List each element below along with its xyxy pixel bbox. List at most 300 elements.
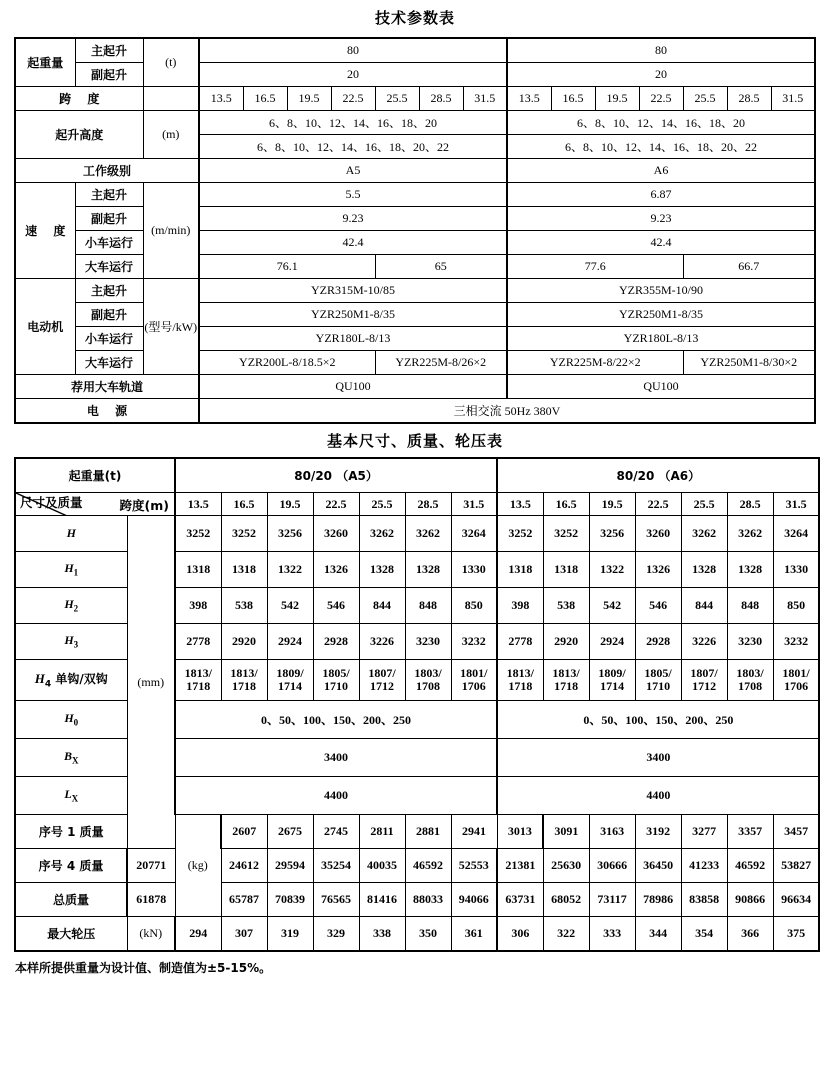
header-group-a5: 80/20 （A5）: [175, 458, 497, 493]
h4-top: 1813/: [230, 666, 258, 681]
row-label-motor-trolley: 小车运行: [75, 327, 143, 351]
value-motor-main-a5: YZR315M-10/85: [199, 279, 507, 303]
unit-ton: (t): [143, 38, 199, 87]
cell-H2: 542: [589, 588, 635, 624]
value-speed-crane-a5-1: 76.1: [199, 255, 375, 279]
value-speed-main-a5: 5.5: [199, 183, 507, 207]
cell-total-mass: 96634: [773, 883, 819, 917]
cell-mass-1: 3192: [635, 815, 681, 849]
cell-H2: 538: [221, 588, 267, 624]
cell-H: 3256: [267, 516, 313, 552]
cell-mass-1: 3357: [727, 815, 773, 849]
cell-H2: 542: [267, 588, 313, 624]
cell-H1: 1326: [313, 552, 359, 588]
value-Lx-a5: 4400: [175, 777, 497, 815]
symbol-H: H: [64, 561, 74, 576]
cell-mass-1: 3457: [773, 815, 819, 849]
cell-mass-4: 36450: [635, 849, 681, 883]
span-col-header: 25.5: [359, 493, 405, 516]
cell-H: 3252: [175, 516, 221, 552]
span-col-header: 13.5: [175, 493, 221, 516]
cell-H2: 844: [681, 588, 727, 624]
span-value: 13.5: [507, 87, 551, 111]
cell-H: 3264: [451, 516, 497, 552]
row-label-Lx: [15, 777, 127, 815]
table-row-capacity-main: [15, 38, 815, 63]
row-label-speed-main: 主起升: [75, 183, 143, 207]
h4-top: 1813/: [552, 666, 580, 681]
cell-wheel-load: 333: [589, 917, 635, 952]
value-rail-a6: QU100: [507, 375, 815, 399]
cell-H4: [313, 660, 359, 701]
cell-wheel-load: 294: [175, 917, 221, 952]
cell-mass-1: 2941: [451, 815, 497, 849]
symbol-H: H: [64, 597, 74, 612]
span-value: 13.5: [199, 87, 243, 111]
span-col-header: 28.5: [405, 493, 451, 516]
cell-H: 3262: [681, 516, 727, 552]
cell-H4: [773, 660, 819, 701]
value-rail-a5: QU100: [199, 375, 507, 399]
cell-wheel-load: 319: [267, 917, 313, 952]
row-label-power: 电 源: [15, 399, 199, 424]
cell-H4: [497, 660, 543, 701]
cell-mass-4: 41233: [681, 849, 727, 883]
table-row-power: [15, 399, 815, 424]
unit-kn: (kN): [127, 917, 175, 952]
table-row-speed-crane: [15, 255, 815, 279]
cell-total-mass: 73117: [589, 883, 635, 917]
span-value: 25.5: [375, 87, 419, 111]
value-capacity-main-a6: 80: [507, 38, 815, 63]
technical-parameters-title: 技术参数表: [374, 9, 455, 27]
table-row-speed-main: [15, 183, 815, 207]
row-label-H4: [15, 660, 127, 701]
cell-H1: 1328: [359, 552, 405, 588]
cell-mass-4: 46592: [405, 849, 451, 883]
h4-top: 1803/: [736, 666, 764, 681]
cell-H: 3262: [727, 516, 773, 552]
cell-H2: 844: [359, 588, 405, 624]
cell-H3: 2920: [543, 624, 589, 660]
cell-mass-1: 2675: [267, 815, 313, 849]
cell-H4: [589, 660, 635, 701]
table2-row-capacity-header: [15, 458, 819, 493]
value-H0-a6: 0、50、100、150、200、250: [497, 701, 819, 739]
cell-H2: 850: [773, 588, 819, 624]
h4-top: 1809/: [276, 666, 304, 681]
value-capacity-aux-a6: 20: [507, 63, 815, 87]
cell-H1: 1318: [221, 552, 267, 588]
value-work-class-a5: A5: [199, 159, 507, 183]
row-label-speed-trolley: 小车运行: [75, 231, 143, 255]
row-label-speed-aux: 副起升: [75, 207, 143, 231]
span-value: 16.5: [551, 87, 595, 111]
cell-mass-1: 3277: [681, 815, 727, 849]
row-label-mass-1: 序号 1 质量: [15, 815, 127, 849]
row-label-motor: 电动机: [15, 279, 75, 375]
header-dims-mass-label: 尺寸及质量: [20, 495, 83, 510]
value-motor-crane-a5-2: YZR225M-8/26×2: [375, 351, 507, 375]
h4-bottom: 1710: [324, 679, 348, 693]
cell-mass-4: 21381: [497, 849, 543, 883]
cell-mass-4: 20771: [127, 849, 175, 883]
cell-H1: 1328: [681, 552, 727, 588]
table-row-motor-aux: [15, 303, 815, 327]
symbol-subscript: 0: [73, 717, 79, 728]
symbol-B: B: [63, 749, 72, 764]
value-work-class-a6: A6: [507, 159, 815, 183]
table-row-capacity-aux: [15, 63, 815, 87]
cell-H3: 3232: [451, 624, 497, 660]
span-value: 19.5: [287, 87, 331, 111]
row-label-main-lift: 主起升: [75, 38, 143, 63]
value-speed-crane-a6-1: 77.6: [507, 255, 683, 279]
row-label-capacity: 起重量: [15, 38, 75, 87]
table-row-motor-trolley: [15, 327, 815, 351]
value-speed-aux-a5: 9.23: [199, 207, 507, 231]
table2-row-span-header: [15, 493, 819, 516]
symbol-subscript: 1: [73, 567, 79, 578]
h4-bottom: 1714: [600, 679, 625, 693]
unit-meter: (m): [143, 111, 199, 159]
row-label-speed-crane: 大车运行: [75, 255, 143, 279]
table-row-rail: [15, 375, 815, 399]
h4-top: 1813/: [506, 666, 534, 681]
row-label-max-wheel-load: 最大轮压: [15, 917, 127, 952]
value-motor-main-a6: YZR355M-10/90: [507, 279, 815, 303]
h4-top: 1809/: [598, 666, 626, 681]
cell-H1: 1322: [589, 552, 635, 588]
table-row-max-wheel-load: [15, 917, 819, 952]
cell-mass-4: 52553: [451, 849, 497, 883]
cell-total-mass: 90866: [727, 883, 773, 917]
cell-H3: 3226: [359, 624, 405, 660]
cell-total-mass: 70839: [267, 883, 313, 917]
cell-H1: 1318: [543, 552, 589, 588]
cell-wheel-load: 375: [773, 917, 819, 952]
cell-total-mass: 81416: [359, 883, 405, 917]
cell-H4: [359, 660, 405, 701]
span-col-header: 16.5: [221, 493, 267, 516]
symbol-H: H: [64, 711, 74, 726]
h4-bottom: 1718: [232, 679, 256, 693]
table-row-mass-4: [15, 849, 819, 883]
cell-H4: [175, 660, 221, 701]
table-row-H: [15, 516, 819, 552]
h4-bottom: 1712: [370, 679, 394, 693]
cell-wheel-load: 338: [359, 917, 405, 952]
symbol-L: L: [64, 787, 72, 802]
cell-H2: 850: [451, 588, 497, 624]
hook-type-label: 单钩/双钩: [55, 672, 108, 687]
table-row-speed-trolley: [15, 231, 815, 255]
row-label-span: 跨 度: [15, 87, 143, 111]
cell-H4: [267, 660, 313, 701]
span-value: 28.5: [419, 87, 463, 111]
table-row-work-class: [15, 159, 815, 183]
cell-H: 3262: [405, 516, 451, 552]
span-col-header: 19.5: [589, 493, 635, 516]
value-speed-crane-a5-2: 65: [375, 255, 507, 279]
value-speed-trolley-a5: 42.4: [199, 231, 507, 255]
row-label-work-class: 工作级别: [15, 159, 199, 183]
cell-H4: [635, 660, 681, 701]
cell-H3: 2920: [221, 624, 267, 660]
cell-H2: 546: [635, 588, 681, 624]
cell-mass-1: 3091: [543, 815, 589, 849]
value-speed-trolley-a6: 42.4: [507, 231, 815, 255]
value-speed-main-a6: 6.87: [507, 183, 815, 207]
cell-total-mass: 68052: [543, 883, 589, 917]
cell-mass-1: 2745: [313, 815, 359, 849]
cell-H4: [221, 660, 267, 701]
cell-H3: 2778: [497, 624, 543, 660]
cell-H: 3262: [359, 516, 405, 552]
cell-mass-4: 46592: [727, 849, 773, 883]
cell-H3: 2778: [175, 624, 221, 660]
cell-H2: 848: [405, 588, 451, 624]
h4-bottom: 1706: [461, 679, 486, 693]
cell-mass-4: 24612: [221, 849, 267, 883]
table-row-lift-height-main: [15, 111, 815, 135]
cell-H2: 398: [175, 588, 221, 624]
h4-bottom: 1714: [278, 679, 302, 693]
cell-H: 3256: [589, 516, 635, 552]
cell-mass-1: 2811: [359, 815, 405, 849]
cell-wheel-load: 361: [451, 917, 497, 952]
cell-H: 3264: [773, 516, 819, 552]
row-label-H: [15, 516, 127, 552]
cell-mass-4: 35254: [313, 849, 359, 883]
cell-H: 3252: [497, 516, 543, 552]
cell-H3: 3230: [405, 624, 451, 660]
cell-total-mass: 63731: [497, 883, 543, 917]
span-col-header: 13.5: [497, 493, 543, 516]
row-label-speed: 速 度: [15, 183, 75, 279]
cell-H3: 2924: [267, 624, 313, 660]
table-row-speed-aux: [15, 207, 815, 231]
value-speed-crane-a6-2: 66.7: [683, 255, 815, 279]
symbol-H: H: [66, 526, 76, 540]
value-capacity-main-a5: 80: [199, 38, 507, 63]
value-motor-trolley-a6: YZR180L-8/13: [507, 327, 815, 351]
value-motor-aux-a5: YZR250M1-8/35: [199, 303, 507, 327]
cell-H2: 538: [543, 588, 589, 624]
h4-bottom: 1706: [784, 679, 809, 693]
cell-H4: [681, 660, 727, 701]
unit-model-kw: (型号/kW): [143, 279, 199, 375]
span-value: 28.5: [727, 87, 771, 111]
cell-mass-4: 25630: [543, 849, 589, 883]
h4-top: 1807/: [368, 666, 396, 681]
span-value: 25.5: [683, 87, 727, 111]
span-value: 22.5: [331, 87, 375, 111]
cell-H4: [451, 660, 497, 701]
symbol-H: H: [64, 633, 74, 648]
table-row-motor-main: [15, 279, 815, 303]
value-capacity-aux-a5: 20: [199, 63, 507, 87]
h4-top: 1813/: [184, 666, 212, 681]
table-row-total-mass: [15, 883, 819, 917]
symbol-subscript: X: [72, 755, 79, 766]
h4-bottom: 1718: [554, 679, 579, 693]
h4-top: 1803/: [414, 666, 442, 681]
span-col-header: 19.5: [267, 493, 313, 516]
cell-wheel-load: 350: [405, 917, 451, 952]
cell-H3: 2928: [313, 624, 359, 660]
value-lift-height-aux-a5: 6、8、10、12、14、16、18、20、22: [199, 135, 507, 159]
value-motor-aux-a6: YZR250M1-8/35: [507, 303, 815, 327]
cell-mass-1: 3163: [589, 815, 635, 849]
span-col-header: 25.5: [681, 493, 727, 516]
row-label-mass-4: 序号 4 质量: [15, 849, 127, 883]
row-label-Bx: [15, 739, 127, 777]
value-motor-crane-a6-1: YZR225M-8/22×2: [507, 351, 683, 375]
cell-wheel-load: 322: [543, 917, 589, 952]
cell-wheel-load: 344: [635, 917, 681, 952]
unit-kg: (kg): [175, 815, 221, 917]
span-value: 31.5: [771, 87, 815, 111]
row-label-H1: [15, 552, 127, 588]
value-Lx-a6: 4400: [497, 777, 819, 815]
cell-H1: 1328: [727, 552, 773, 588]
cell-wheel-load: 329: [313, 917, 359, 952]
header-span-label: 跨度(m): [119, 498, 169, 513]
technical-parameters-table: [14, 37, 816, 424]
span-col-header: 22.5: [635, 493, 681, 516]
cell-H1: 1328: [405, 552, 451, 588]
cell-mass-4: 30666: [589, 849, 635, 883]
header-group-a6: 80/20 （A6）: [497, 458, 819, 493]
value-Bx-a5: 3400: [175, 739, 497, 777]
cell-mass-4: 53827: [773, 849, 819, 883]
h4-bottom: 1718: [508, 679, 533, 693]
cell-H4: [727, 660, 773, 701]
cell-H3: 2928: [635, 624, 681, 660]
h4-top: 1807/: [690, 666, 718, 681]
cell-H1: 1330: [451, 552, 497, 588]
symbol-subscript: X: [71, 793, 79, 804]
row-label-total-mass: 总质量: [15, 883, 127, 917]
h4-top: 1801/: [460, 666, 488, 681]
cell-H3: 2924: [589, 624, 635, 660]
symbol-subscript: 3: [73, 639, 79, 650]
cell-H4: [405, 660, 451, 701]
symbol-H: H: [34, 671, 45, 687]
cell-H1: 1322: [267, 552, 313, 588]
span-value: 16.5: [243, 87, 287, 111]
span-col-header: 31.5: [773, 493, 819, 516]
unit-mm: (mm): [127, 516, 175, 849]
value-lift-height-main-a6: 6、8、10、12、14、16、18、20: [507, 111, 815, 135]
span-col-header: 28.5: [727, 493, 773, 516]
row-label-H3: [15, 624, 127, 660]
h4-top: 1805/: [322, 666, 350, 681]
dimensions-table-title: 基本尺寸、质量、轮压表: [326, 432, 503, 450]
cell-wheel-load: 307: [221, 917, 267, 952]
value-motor-trolley-a5: YZR180L-8/13: [199, 327, 507, 351]
symbol-subscript: 2: [73, 603, 79, 614]
span-col-header: 16.5: [543, 493, 589, 516]
h4-bottom: 1712: [692, 679, 717, 693]
h4-bottom: 1708: [416, 679, 440, 693]
cell-H: 3260: [635, 516, 681, 552]
cell-H2: 546: [313, 588, 359, 624]
symbol-subscript: 4: [44, 679, 52, 690]
h4-top: 1805/: [644, 666, 672, 681]
value-motor-crane-a6-2: YZR250M1-8/30×2: [683, 351, 815, 375]
cell-mass-4: 40035: [359, 849, 405, 883]
cell-H: 3252: [221, 516, 267, 552]
span-unit-blank: [143, 87, 199, 111]
value-Bx-a6: 3400: [497, 739, 819, 777]
h4-bottom: 1718: [186, 679, 211, 693]
diagonal-header-cell: [15, 493, 175, 516]
cell-H3: 3230: [727, 624, 773, 660]
cell-H: 3260: [313, 516, 359, 552]
unit-m-per-min: (m/min): [143, 183, 199, 279]
cell-H2: 398: [497, 588, 543, 624]
value-power-supply: 三相交流 50Hz 380V: [199, 399, 815, 424]
cell-H: 3252: [543, 516, 589, 552]
cell-total-mass: 88033: [405, 883, 451, 917]
row-label-aux-lift: 副起升: [75, 63, 143, 87]
row-label-lift-height: 起升高度: [15, 111, 143, 159]
value-lift-height-main-a5: 6、8、10、12、14、16、18、20: [199, 111, 507, 135]
row-label-motor-main: 主起升: [75, 279, 143, 303]
cell-H1: 1330: [773, 552, 819, 588]
table-row-span: [15, 87, 815, 111]
cell-wheel-load: 354: [681, 917, 727, 952]
row-label-H2: [15, 588, 127, 624]
h4-bottom: 1708: [738, 679, 763, 693]
value-speed-aux-a6: 9.23: [507, 207, 815, 231]
row-label-H0: [15, 701, 127, 739]
cell-total-mass: 78986: [635, 883, 681, 917]
cell-mass-1: 2881: [405, 815, 451, 849]
span-value: 22.5: [639, 87, 683, 111]
cell-total-mass: 94066: [451, 883, 497, 917]
cell-wheel-load: 366: [727, 917, 773, 952]
cell-H3: 3232: [773, 624, 819, 660]
cell-total-mass: 76565: [313, 883, 359, 917]
cell-H1: 1326: [635, 552, 681, 588]
cell-H1: 1318: [175, 552, 221, 588]
value-motor-crane-a5-1: YZR200L-8/18.5×2: [199, 351, 375, 375]
cell-total-mass: 65787: [221, 883, 267, 917]
row-label-rail: 荐用大车轨道: [15, 375, 199, 399]
row-label-motor-crane: 大车运行: [75, 351, 143, 375]
cell-wheel-load: 306: [497, 917, 543, 952]
cell-mass-1: 3013: [497, 815, 543, 849]
cell-H1: 1318: [497, 552, 543, 588]
span-value: 31.5: [463, 87, 507, 111]
span-col-header: 22.5: [313, 493, 359, 516]
h4-bottom: 1710: [646, 679, 671, 693]
dimensions-mass-wheelload-table: [14, 457, 820, 952]
cell-total-mass: 61878: [127, 883, 175, 917]
row-label-motor-aux: 副起升: [75, 303, 143, 327]
value-H0-a5: 0、50、100、150、200、250: [175, 701, 497, 739]
footnote-text: 本样所提供重量为设计值、制造值为±5-15%。: [15, 961, 272, 975]
header-capacity-label: 起重量(t): [15, 458, 175, 493]
span-col-header: 31.5: [451, 493, 497, 516]
table-row-motor-crane: [15, 351, 815, 375]
cell-H4: [543, 660, 589, 701]
span-value: 19.5: [595, 87, 639, 111]
cell-H2: 848: [727, 588, 773, 624]
